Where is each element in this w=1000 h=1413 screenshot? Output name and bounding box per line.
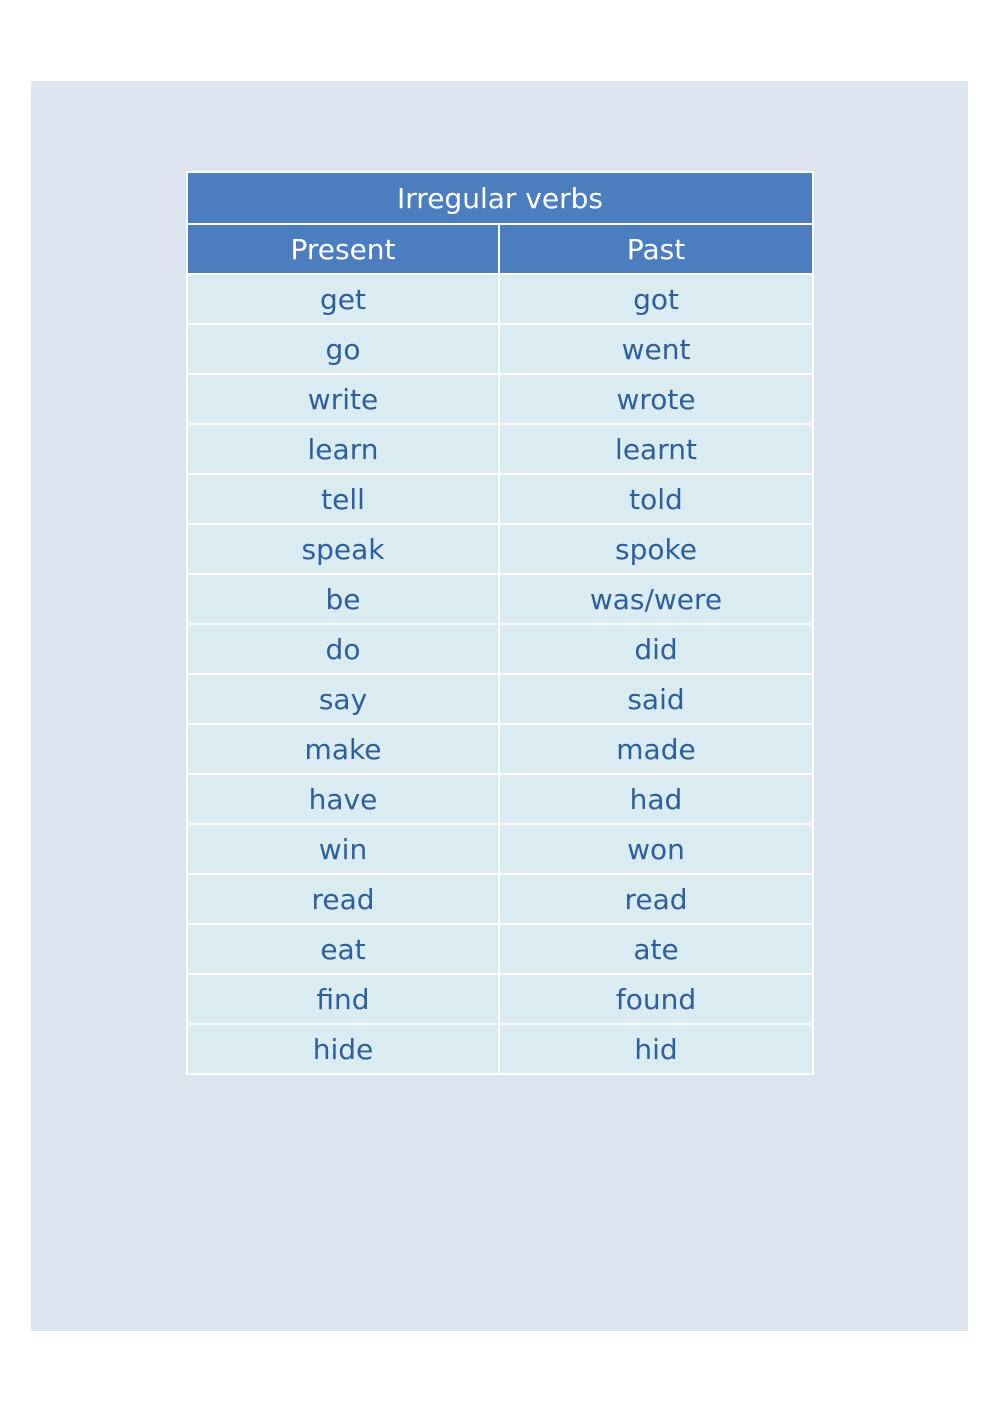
- present-cell: have: [187, 774, 499, 824]
- present-cell: find: [187, 974, 499, 1024]
- past-cell: read: [499, 874, 813, 924]
- table-row: [187, 474, 813, 524]
- present-cell: do: [187, 624, 499, 674]
- table-header-row: [187, 224, 813, 274]
- past-cell: made: [499, 724, 813, 774]
- past-cell: hid: [499, 1024, 813, 1074]
- present-cell: get: [187, 274, 499, 324]
- table-row: [187, 524, 813, 574]
- present-cell: eat: [187, 924, 499, 974]
- irregular-verbs-table: [186, 171, 814, 1075]
- column-header-present: Present: [187, 224, 499, 274]
- past-cell: told: [499, 474, 813, 524]
- table-row: [187, 1024, 813, 1074]
- table-row: [187, 374, 813, 424]
- present-cell: write: [187, 374, 499, 424]
- past-cell: spoke: [499, 524, 813, 574]
- present-cell: go: [187, 324, 499, 374]
- present-cell: win: [187, 824, 499, 874]
- table-row: [187, 674, 813, 724]
- table-row: [187, 974, 813, 1024]
- past-cell: won: [499, 824, 813, 874]
- table-row: [187, 774, 813, 824]
- present-cell: make: [187, 724, 499, 774]
- table-title-row: [187, 172, 813, 224]
- past-cell: did: [499, 624, 813, 674]
- column-header-past: Past: [499, 224, 813, 274]
- present-cell: tell: [187, 474, 499, 524]
- table-row: [187, 574, 813, 624]
- table-row: [187, 874, 813, 924]
- present-cell: speak: [187, 524, 499, 574]
- past-cell: learnt: [499, 424, 813, 474]
- present-cell: say: [187, 674, 499, 724]
- present-cell: be: [187, 574, 499, 624]
- table-row: [187, 274, 813, 324]
- past-cell: had: [499, 774, 813, 824]
- past-cell: went: [499, 324, 813, 374]
- table-row: [187, 924, 813, 974]
- table-row: [187, 424, 813, 474]
- past-cell: wrote: [499, 374, 813, 424]
- table-title: Irregular verbs: [187, 172, 813, 224]
- table-row: [187, 624, 813, 674]
- past-cell: got: [499, 274, 813, 324]
- present-cell: learn: [187, 424, 499, 474]
- present-cell: hide: [187, 1024, 499, 1074]
- past-cell: said: [499, 674, 813, 724]
- table-row: [187, 724, 813, 774]
- table-row: [187, 824, 813, 874]
- present-cell: read: [187, 874, 499, 924]
- past-cell: found: [499, 974, 813, 1024]
- past-cell: was/were: [499, 574, 813, 624]
- past-cell: ate: [499, 924, 813, 974]
- table-row: [187, 324, 813, 374]
